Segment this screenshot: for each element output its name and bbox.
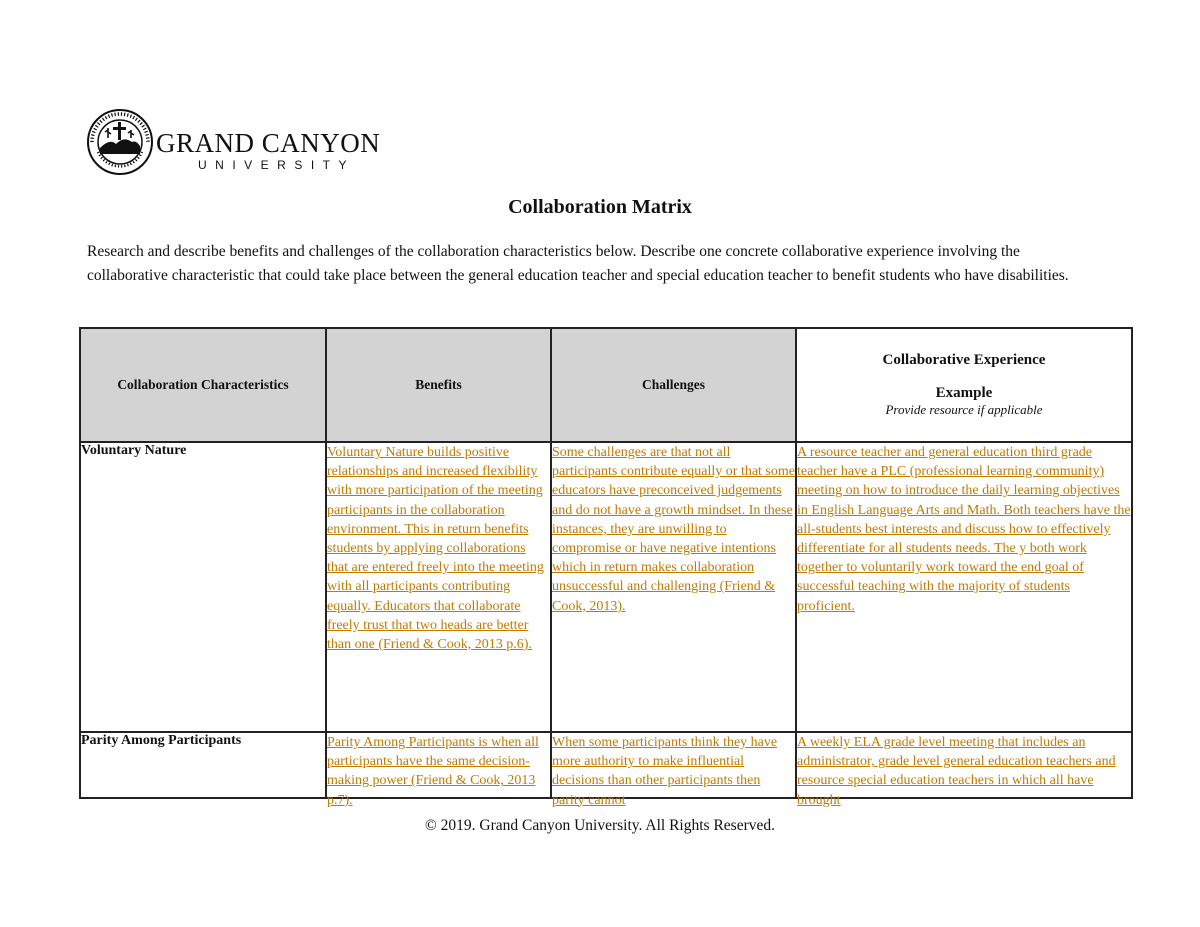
header-experience-title: Collaborative Experience xyxy=(882,352,1046,368)
challenges-cell[interactable] xyxy=(551,732,796,808)
instructions-paragraph: Research and describe benefits and challenges of the collaboration characteristics below. Describe one concrete collaborative experience involving the collaborative characteristic that could take place between the general education teacher and special education teacher to benefit students who have disabilities. xyxy=(87,243,1069,284)
header-experience-example: Example xyxy=(935,385,993,401)
challenges-text[interactable]: Some challenges are that not all participants contribute equally or that some educators have preconceived judgements and do not have a growth mindset. In these instances, they are unwilling to compromise or have negative intentions which in return makes collaboration unsuccessful and challenging (Friend & Cook, 2013). xyxy=(552,445,795,614)
benefits-cell[interactable] xyxy=(326,732,551,808)
experience-text[interactable]: A resource teacher and general education third grade teacher have a PLC (professional learning community) meeting on how to introduce the daily learning objectives in English Language Arts and Math. Both teachers have the all-students best interests and discuss how to effectively differentiate for all students needs. The y both work together to voluntarily work toward the end goal of successful teaching with the majority of students proficient. xyxy=(797,445,1131,614)
challenges-cell[interactable] xyxy=(551,442,796,732)
experience-cell[interactable] xyxy=(796,442,1132,732)
logo-wordmark: GRAND CANYON xyxy=(156,128,381,158)
table-row xyxy=(80,442,1132,732)
university-seal-icon xyxy=(86,108,154,176)
header-characteristics: Collaboration Characteristics xyxy=(80,328,326,442)
document-title: Collaboration Matrix xyxy=(508,196,692,218)
experience-cell[interactable] xyxy=(796,732,1132,808)
benefits-text[interactable]: Parity Among Participants is when all participants have the same decision-making power (Friend & Cook, 2013 p.7). xyxy=(327,735,539,808)
benefits-text[interactable]: Voluntary Nature builds positive relationships and increased flexibility with more participation of the meeting participants in the collaboration environment. This in return benefits students by applying collaborations that are entered freely into the meeting with all participants contributing equally. Educators that collaborate freely trust that two heads are better than one (Friend & Cook, 2013 p.6). xyxy=(327,445,544,653)
copyright-footer: © 2019. Grand Canyon University. All Rights Reserved. xyxy=(424,817,775,834)
row-label-parity-among-participants: Parity Among Participants xyxy=(80,732,326,798)
collaboration-matrix-table xyxy=(79,327,1133,808)
header-experience-note: Provide resource if applicable xyxy=(885,402,1043,417)
header-challenges: Challenges xyxy=(551,328,796,442)
row-label-voluntary-nature: Voluntary Nature xyxy=(80,442,326,732)
table-row xyxy=(80,732,1132,798)
table-header-row xyxy=(80,328,1132,442)
header-benefits: Benefits xyxy=(326,328,551,442)
university-logo xyxy=(86,108,386,180)
header-experience xyxy=(796,328,1132,442)
logo-subline: UNIVERSITY xyxy=(198,158,356,172)
benefits-cell[interactable] xyxy=(326,442,551,732)
challenges-text[interactable]: When some participants think they have more authority to make influential decisions than other participants then parity cannot xyxy=(552,735,778,808)
experience-text[interactable]: A weekly ELA grade level meeting that includes an administrator, grade level general education teachers and resource special education teachers in which all have brought xyxy=(797,735,1116,808)
